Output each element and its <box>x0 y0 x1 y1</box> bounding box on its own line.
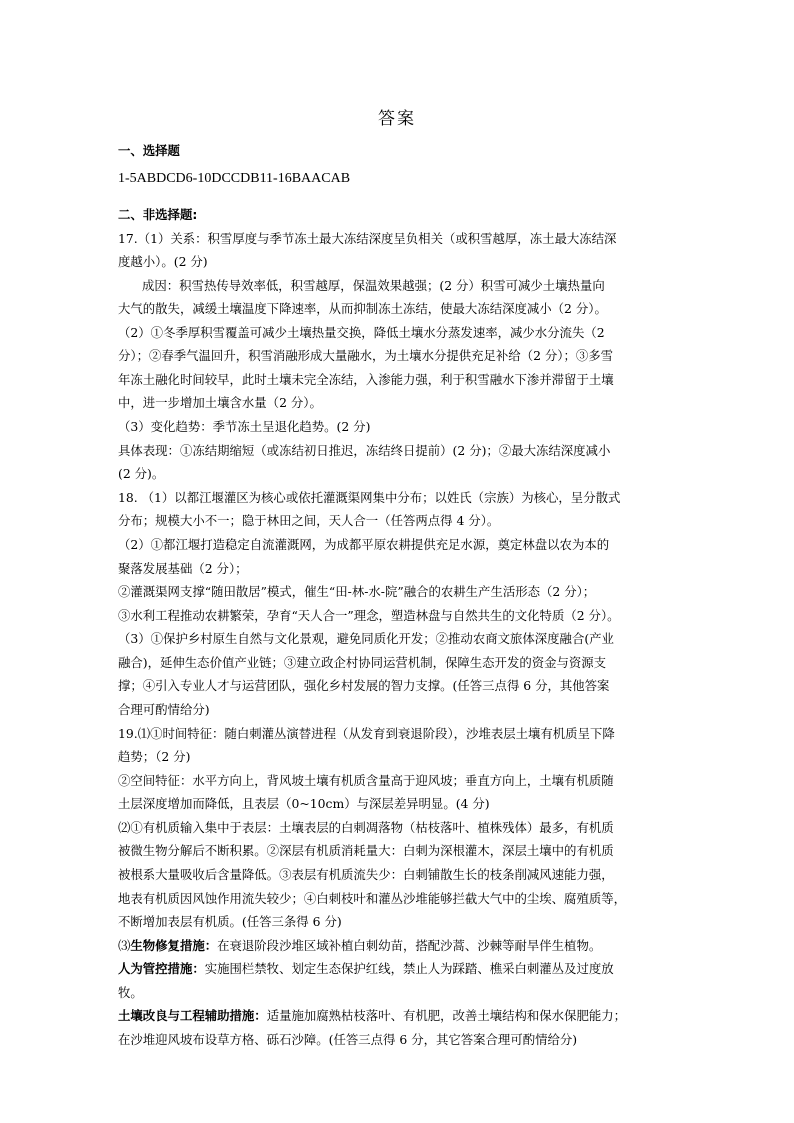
answer-line: （2）①冬季厚积雪覆盖可减少土壤热量交换，降低土壤水分蒸发速率，减少水分流失（2 <box>118 325 605 340</box>
answer-line-soil <box>118 1007 678 1024</box>
section-heading-nonchoice: 二、非选择题: <box>118 207 198 222</box>
answer-line: ③水利工程推动农耕繁荣，孕育“天人合一”理念，塑造林盘与自然共生的文化特质（2 分）。 <box>118 608 620 623</box>
answer-line: 成因：积雪热传导效率低，积雪越厚，保温效果越强；(2 分）积雪可减少土壤热量向 <box>142 278 605 293</box>
answer-line: 土层深度增加而降低，且表层（0~10cm）与深层差异明显。(4 分) <box>118 796 490 811</box>
answer-line: （3）①保护乡村原生自然与文化景观，避免同质化开发；②推动农商文旅体深度融合(产业 <box>118 631 614 646</box>
answer-line: 18. （1）以都江堰灌区为核心或依托灌溉渠网集中分布；以姓氏（宗族）为核心，呈分散式 <box>118 490 621 505</box>
answer-line: 度越小）。(2 分) <box>118 254 208 269</box>
answer-line: ⑵①有机质输入集中于表层：土壤表层的白刺凋落物（枯枝落叶、植株残体）最多，有机质 <box>118 820 614 835</box>
bold-label-bio: 生物修复措施： <box>130 938 218 953</box>
answer-line: ②空间特征：水平方向上，背风坡土壤有机质含量高于迎风坡；垂直方向上，土壤有机质随 <box>118 773 614 788</box>
answer-line: 聚落发展基础（2 分）； <box>118 561 248 576</box>
answer-line-bio <box>118 937 678 954</box>
control-text: 实施围栏禁牧、划定生态保护红线，禁止人为踩踏、樵采白刺灌丛及过度放 <box>204 961 614 976</box>
answer-line: 分）；②春季气温回升，积雪消融形成大量融水，为土壤水分提供充足补给（2 分）；③多雪 <box>118 348 614 363</box>
answer-line: (2 分)。 <box>118 466 165 481</box>
answer-line: 不断增加表层有机质。(任答三条得 6 分) <box>118 914 342 929</box>
answer-line: 年冻土融化时间较早，此时土壤未完全冻结，入渗能力强，利于积雪融水下渗并滞留于土壤 <box>118 372 614 387</box>
answer-line: 地表有机质因风蚀作用流失较少；④白刺枝叶和灌丛沙堆能够拦截大气中的尘埃、腐殖质等， <box>118 891 627 906</box>
answer-line: 牧。 <box>118 985 143 1000</box>
answer-line: 中，进一步增加土壤含水量（2 分）。 <box>118 395 322 410</box>
page-title: 答案 <box>378 109 416 129</box>
soil-text: 适量施加腐熟枯枝落叶、有机肥，改善土壤结构和保水保肥能力； <box>266 1008 627 1023</box>
answer-line: 被根系大量吸收后含量降低。③表层有机质流失少：白刺铺散生长的枝条削减风速能力强， <box>118 867 614 882</box>
answer-line: 19.⑴①时间特征：随白刺灌丛演替进程（从发育到衰退阶段），沙堆表层土壤有机质呈下降 <box>118 726 615 741</box>
answer-line-control <box>118 960 678 977</box>
answer-line: 在沙堆迎风坡布设草方格、砾石沙障。(任答三点得 6 分，其它答案合理可酌情给分) <box>118 1032 578 1047</box>
bold-label-control: 人为管控措施： <box>118 961 205 976</box>
answer-line: （2）①都江堰打造稳定自流灌溉网，为成都平原农耕提供充足水源，奠定林盘以农为本的 <box>118 537 610 552</box>
answer-line: 17.（1）关系：积雪厚度与季节冻土最大冻结深度呈负相关（或积雪越厚，冻土最大冻结深 <box>118 231 617 246</box>
answer-line: 分布；规模大小不一；隐于林田之间，天人合一（任答两点得 4 分）。 <box>118 513 500 528</box>
section-heading-choice: 一、选择题 <box>118 143 180 158</box>
answer-line: 融合)，延伸生态价值产业链；③建立政企村协同运营机制，保障生态开发的资金与资源支 <box>118 655 607 670</box>
answer-line: 趋势；（2 分) <box>118 749 191 764</box>
answer-line: 被微生物分解后不断积累。②深层有机质消耗量大：白刺为深根灌木，深层土壤中的有机质 <box>118 843 614 858</box>
part-prefix: ⑶ <box>118 938 131 953</box>
answer-line: 撑；④引入专业人才与运营团队，强化乡村发展的智力支撑。(任答三点得 6 分，其他答案 <box>118 678 610 693</box>
answer-line: 大气的散失，减缓土壤温度下降速率，从而抑制冻土冻结，使最大冻结深度减小（2 分）。 <box>118 301 607 316</box>
answer-line: 合理可酌情给分) <box>118 702 210 717</box>
bold-label-soil: 土壤改良与工程辅助措施： <box>118 1008 267 1023</box>
answer-line: （3）变化趋势：季节冻土呈退化趋势。(2 分) <box>118 419 371 434</box>
answer-line: 具体表现：①冻结期缩短（或冻结初日推迟，冻结终日提前）(2 分)；②最大冻结深度减小 <box>118 443 611 458</box>
bio-text: 在衰退阶段沙堆区域补植白刺幼苗，搭配沙蒿、沙棘等耐旱伴生植物。 <box>217 938 602 953</box>
choice-answers: 1-5ABDCD6-10DCCDB11-16BAACAB <box>118 171 351 186</box>
answer-line: ②灌溉渠网支撑“随田散居”模式，催生“田-林-水-院”融合的农耕生产生活形态（2 分）； <box>118 584 596 599</box>
